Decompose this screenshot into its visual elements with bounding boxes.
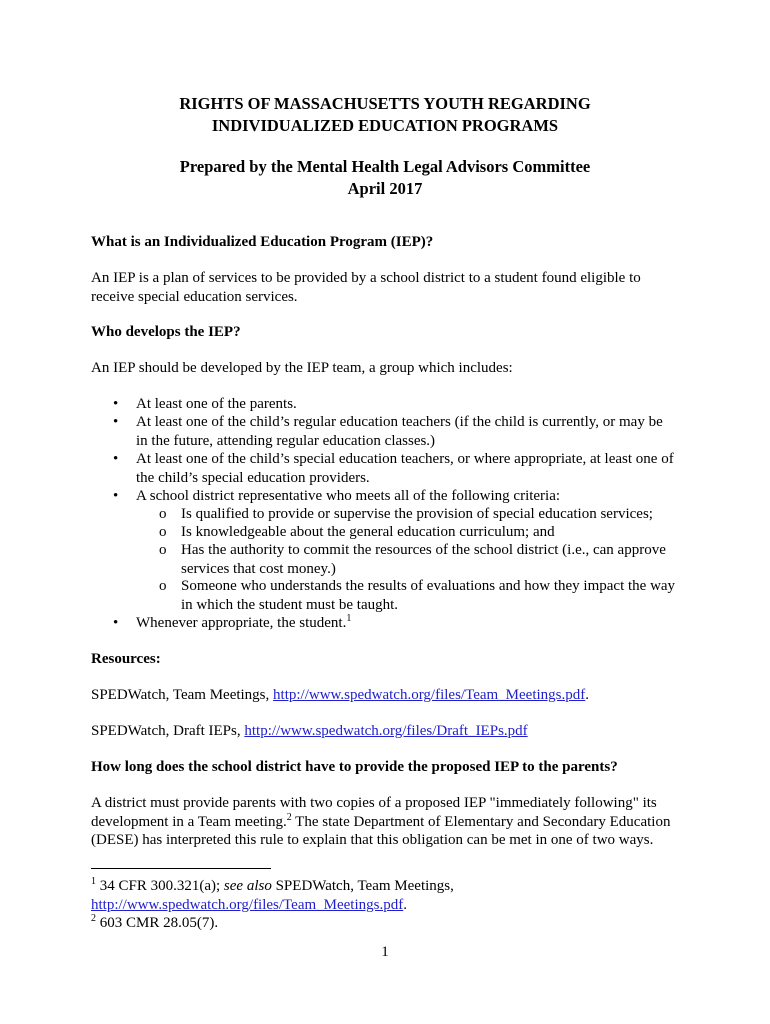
section-heading-what-is-iep: What is an Individualized Education Program (IEP)? [91,234,434,250]
page-number: 1 [381,944,389,960]
footnote-text: 34 CFR 300.321(a); [96,878,224,894]
footnote-1 [91,877,691,914]
sub-list-item [91,541,691,578]
resource-link-draft-ieps[interactable]: http://www.spedwatch.org/files/Draft_IEPs.pdf [244,723,528,739]
section-heading-who-develops: Who develops the IEP? [91,324,241,340]
list-item [91,487,691,506]
footnote-divider [91,868,271,869]
resource-item [91,686,691,705]
paragraph-segment: The state Department of Elementary and Secondary Education [291,813,671,830]
bullet-icon: • [113,396,119,412]
footnote-ref-2[interactable]: 2 [286,811,292,823]
footnote-number: 1 [91,876,96,887]
paragraph-line [91,813,701,832]
bullet-icon: • [113,488,119,504]
list-item-text: At least one of the child’s special education teachers, or where appropriate, at least one of [136,451,674,467]
section-paragraph-what-is-iep [91,269,691,306]
paragraph-line: A district must provide parents with two copies of a proposed IEP "immediately following" its [91,795,657,811]
list-item [91,413,691,450]
list-item-text: A school district representative who meets all of the following criteria: [136,488,561,504]
sub-list-item [91,523,691,542]
list-item-text: At least one of the child’s regular education teachers (if the child is currently, or may be [136,414,663,430]
paragraph-line: (DESE) has interpreted this rule to explain that this obligation can be met in one of two ways. [91,832,654,848]
prepared-date: April 2017 [347,179,423,198]
footnote-number: 2 [91,913,96,924]
sub-list-item-text: services that cost money.) [181,560,336,577]
list-item-text: At least one of the parents. [136,396,297,412]
paragraph-segment: development in a Team meeting. [91,813,287,830]
list-item [91,614,691,633]
resource-label: SPEDWatch, Draft IEPs, [91,723,245,739]
footnote-2 [91,914,691,933]
sub-list-item-text: Is qualified to provide or supervise the provision of special education services; [181,506,653,522]
bullet-icon: • [113,615,119,631]
prepared-by [91,156,679,200]
punctuation: . [585,687,590,703]
paragraph-line: receive special education services. [91,288,298,305]
title-line-1: RIGHTS OF MASSACHUSETTS YOUTH REGARDING [179,94,591,113]
circle-bullet-icon: o [159,506,167,522]
list-item-text: Whenever appropriate, the student. [136,615,347,631]
resource-link-team-meetings[interactable]: http://www.spedwatch.org/files/Team_Meetings.pdf [273,687,586,703]
section-intro-who-develops: An IEP should be developed by the IEP team, a group which includes: [91,360,513,376]
circle-bullet-icon: o [159,578,167,594]
footnote-link-team-meetings[interactable]: http://www.spedwatch.org/files/Team_Meetings.pdf [91,896,404,913]
circle-bullet-icon: o [159,524,167,540]
prepared-line-1: Prepared by the Mental Health Legal Advisors Committee [179,157,591,176]
punctuation: . [403,896,407,913]
list-item [91,395,691,414]
bullet-icon: • [113,414,119,430]
paragraph-line: An IEP is a plan of services to be provided by a school district to a student found eligible to [91,270,641,286]
section-heading-resources: Resources: [91,651,161,667]
footnote-text: SPEDWatch, Team Meetings, [271,878,454,894]
circle-bullet-icon: o [159,542,167,558]
bullet-icon: • [113,451,119,467]
section-heading-how-long: How long does the school district have to provide the proposed IEP to the parents? [91,759,618,775]
sub-list-item-text: Someone who understands the results of evaluations and how they impact the way [181,578,676,594]
list-item-text: in the future, attending regular education classes.) [136,432,436,449]
sub-list-item [91,505,691,524]
sub-list-item-text: Has the authority to commit the resources of the school district (i.e., can approve [181,542,666,558]
resource-item [91,722,691,741]
footnote-text: 603 CMR 28.05(7). [96,915,219,931]
sub-list-item-text: Is knowledgeable about the general education curriculum; and [181,524,555,540]
list-item-text: the child’s special education providers. [136,469,370,486]
sub-list-item [91,577,691,614]
sub-list-item-text: in which the student must be taught. [181,596,399,613]
title-line-2: INDIVIDUALIZED EDUCATION PROGRAMS [211,116,559,135]
resource-label: SPEDWatch, Team Meetings, [91,687,274,703]
section-paragraph-how-long [91,794,701,850]
footnote-italic-text: see also [223,878,272,894]
list-item [91,450,691,487]
document-title [91,93,679,137]
footnote-ref-1[interactable]: 1 [346,613,352,624]
